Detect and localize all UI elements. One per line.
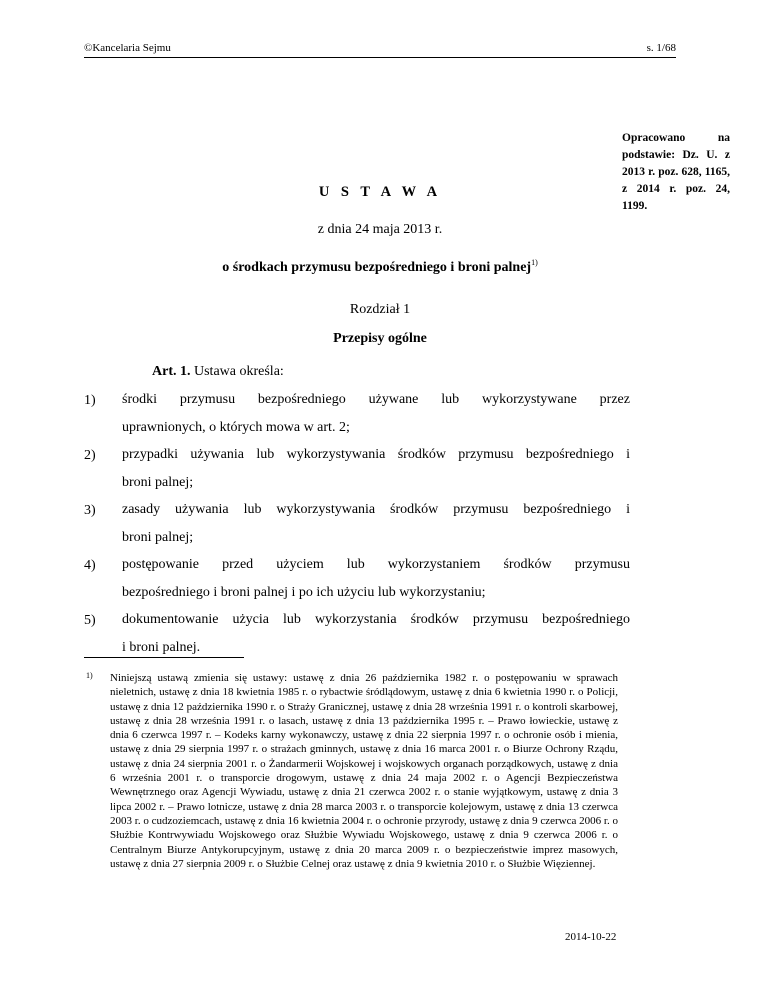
act-subject <box>84 258 676 276</box>
header-publisher: ©Kancelaria Sejmu <box>84 42 171 54</box>
source-note: Opracowano na podstawie: Dz. U. z 2013 r. poz. 628, 1165, z 2014 r. poz. 24, 1199. <box>622 132 730 212</box>
footnote-mark: 1) <box>86 671 93 680</box>
list-item-number: 3) <box>84 503 96 518</box>
list-item-text: postępowanie przed użyciem lub wykorzystaniem środków przymusu bezpośredniego i broni palnej i po ich użyciu lub wykorzystaniu; <box>122 557 630 600</box>
act-title: U S T A W A <box>318 184 442 200</box>
footnote-divider <box>84 657 244 658</box>
list-item-number: 1) <box>84 393 96 408</box>
footer-date: 2014-10-22 <box>565 931 617 943</box>
list-item-number: 2) <box>84 448 96 463</box>
footnote-text: Niniejszą ustawą zmienia się ustawy: ustawę z dnia 26 października 1982 r. o postępowaniu w sprawach nieletnich, ustawę z dnia 18 kwietnia 1985 r. o rybactwie śródlądowym, ustawę z dnia 6 kwietnia 1990 r. o Policji, ustawę z dnia 12 października 1990 r. o Straży Granicznej, ustawę z dnia 28 września 1991 r. o kontroli skarbowej, ustawę z dnia 28 września 1991 r. o lasach, ustawę z dnia 13 października 1995 r. – Prawo łowieckie, ustawę z dnia 6 czerwca 1997 r. – Kodeks karny wykonawczy, ustawę z dnia 22 sierpnia 1997 r. o ochronie osób i mienia, ustawę z dnia 29 sierpnia 1997 r. o strażach gminnych, ustawę z dnia 16 marca 2001 r. o Biurze Ochrony Rządu, ustawę z dnia 24 sierpnia 2001 r. o Żandarmerii Wojskowej i wojskowych organach porządkowych, ustawę z dnia 6 września 2001 r. o transporcie drogowym, ustawę z dnia 24 maja 2002 r. o Agencji Bezpieczeństwa Wewnętrznego oraz Agencji Wywiadu, ustawę z dnia 21 czerwca 2002 r. o stanie wyjątkowym, ustawę z dnia 3 lipca 2002 r. – Prawo lotnicze, ustawę z dnia 28 marca 2003 r. o transporcie kolejowym, ustawę z dnia 13 czerwca 2003 r. o cudzoziemcach, ustawę z dnia 16 kwietnia 2004 r. o ochronie przyrody, ustawę z dnia 9 czerwca 2006 r. o Służbie Kontrwywiadu Wojskowego oraz Służbie Wywiadu Wojskowego, ustawę z dnia 9 czerwca 2006 r. o Centralnym Biurze Antykorupcyjnym, ustawę z dnia 20 marca 2009 r. o bezpieczeństwie imprez masowych, ustawę z dnia 27 sierpnia 2009 r. o Służbie Celnej oraz ustawę z dnia 9 kwietnia 2010 r. o Służbie Więziennej. <box>110 672 618 870</box>
act-date: z dnia 24 maja 2013 r. <box>317 222 443 237</box>
list-item-text: dokumentowanie użycia lub wykorzystania środków przymusu bezpośredniego i broni palnej. <box>122 612 630 655</box>
list-item-text: przypadki używania lub wykorzystywania środków przymusu bezpośredniego i broni palnej; <box>122 447 630 490</box>
chapter-number: Rozdział 1 <box>349 302 411 317</box>
list-item-number: 4) <box>84 558 96 573</box>
list-item-number: 5) <box>84 613 96 628</box>
footnote-ref[interactable]: 1) <box>531 258 538 267</box>
list-item-text: środki przymusu bezpośredniego używane lub wykorzystywane przez uprawnionych, o których mowa w art. 2; <box>122 392 630 435</box>
chapter-title: Przepisy ogólne <box>333 331 427 346</box>
article-intro <box>152 364 284 380</box>
article-label: Art. 1. <box>152 364 191 379</box>
act-subject-text: o środkach przymusu bezpośredniego i broni palnej <box>222 260 532 275</box>
article-intro-text: Ustawa określa: <box>194 364 284 379</box>
header-divider <box>84 57 676 58</box>
header-page-number: s. 1/68 <box>646 42 676 54</box>
list-item-text: zasady używania lub wykorzystywania środków przymusu bezpośredniego i broni palnej; <box>122 502 630 545</box>
